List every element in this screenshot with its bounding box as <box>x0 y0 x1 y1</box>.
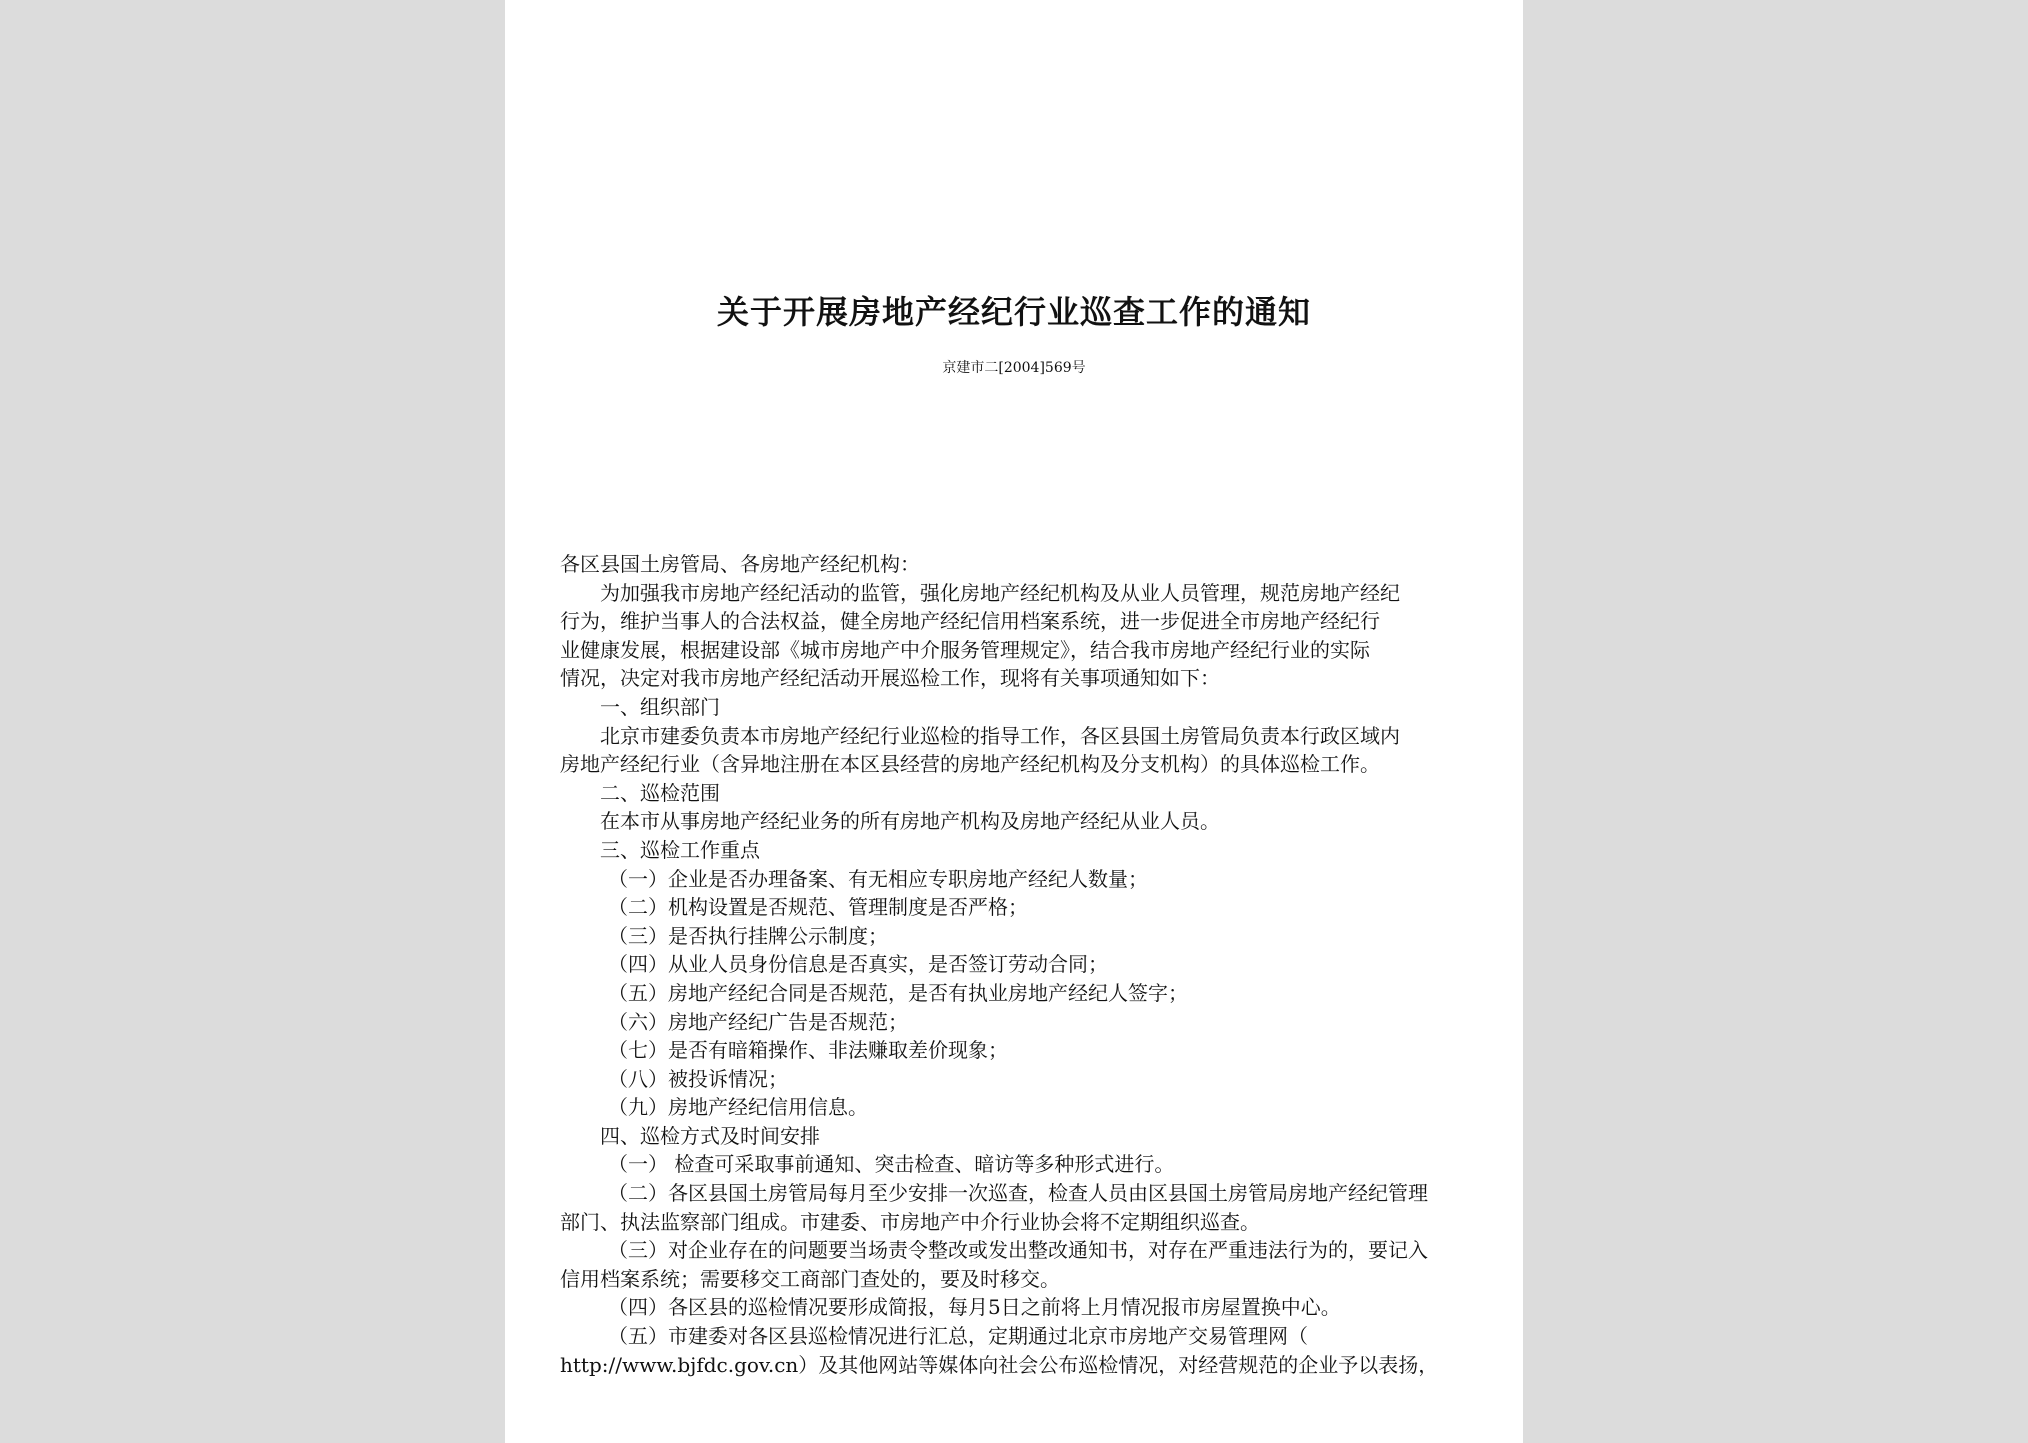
document-line: （三）对企业存在的问题要当场责令整改或发出整改通知书，对存在严重违法行为的，要记入 <box>608 1238 1428 1263</box>
document-line: 各区县国土房管局、各房地产经纪机构： <box>560 552 920 576</box>
document-page <box>505 0 1523 1443</box>
document-line: （七）是否有暗箱操作、非法赚取差价现象； <box>608 1038 1008 1063</box>
document-line: 在本市从事房地产经纪业务的所有房地产机构及房地产经纪从业人员。 <box>600 809 1220 834</box>
document-line: 行为，维护当事人的合法权益，健全房地产经纪信用档案系统，进一步促进全市房地产经纪行 <box>560 609 1380 634</box>
document-line: （五）市建委对各区县巡检情况进行汇总，定期通过北京市房地产交易管理网（ <box>608 1324 1308 1349</box>
document-line: 房地产经纪行业（含异地注册在本区县经营的房地产经纪机构及分支机构）的具体巡检工作。 <box>560 752 1380 777</box>
document-line: （五）房地产经纪合同是否规范，是否有执业房地产经纪人签字； <box>608 980 1188 1005</box>
document-line: http://www.bjfdc.gov.cn）及其他网站等媒体向社会公布巡检情况，对经营规范的企业予以表扬， <box>560 1352 1439 1377</box>
document-line: （八）被投诉情况； <box>608 1066 788 1091</box>
document-line: （一） 检查可采取事前通知、突击检查、暗访等多种形式进行。 <box>608 1152 1175 1177</box>
document-line: （六）房地产经纪广告是否规范； <box>608 1009 908 1034</box>
document-title: 关于开展房地产经纪行业巡查工作的通知 <box>716 293 1311 331</box>
document-line: 三、巡检工作重点 <box>600 837 760 862</box>
document-line: 二、巡检范围 <box>600 780 720 805</box>
document-line: （四）从业人员身份信息是否真实，是否签订劳动合同； <box>608 952 1108 977</box>
document-line: 为加强我市房地产经纪活动的监管，强化房地产经纪机构及从业人员管理，规范房地产经纪 <box>600 580 1400 605</box>
document-line: 一、组织部门 <box>600 694 720 719</box>
document-line: （四）各区县的巡检情况要形成简报，每月5日之前将上月情况报市房屋置换中心。 <box>608 1295 1341 1320</box>
document-line: 北京市建委负责本市房地产经纪行业巡检的指导工作，各区县国土房管局负责本行政区域内 <box>600 723 1400 748</box>
document-line: 部门、执法监察部门组成。市建委、市房地产中介行业协会将不定期组织巡查。 <box>560 1209 1260 1234</box>
document-line: （二）各区县国土房管局每月至少安排一次巡查，检查人员由区县国土房管局房地产经纪管理 <box>608 1181 1428 1206</box>
document-body <box>560 550 1500 1379</box>
document-line: （九）房地产经纪信用信息。 <box>608 1095 868 1120</box>
document-number: 京建市二[2004]569号 <box>942 360 1086 376</box>
document-line: 情况，决定对我市房地产经纪活动开展巡检工作，现将有关事项通知如下： <box>560 666 1220 691</box>
document-line: 业健康发展，根据建设部《城市房地产中介服务管理规定》，结合我市房地产经纪行业的实际 <box>560 637 1370 662</box>
document-line: （三）是否执行挂牌公示制度； <box>608 923 888 948</box>
document-line: （二）机构设置是否规范、管理制度是否严格； <box>608 895 1028 920</box>
document-line: 信用档案系统；需要移交工商部门查处的，要及时移交。 <box>560 1266 1060 1291</box>
document-line: （一）企业是否办理备案、有无相应专职房地产经纪人数量； <box>608 866 1148 891</box>
document-line: 四、巡检方式及时间安排 <box>600 1123 820 1148</box>
